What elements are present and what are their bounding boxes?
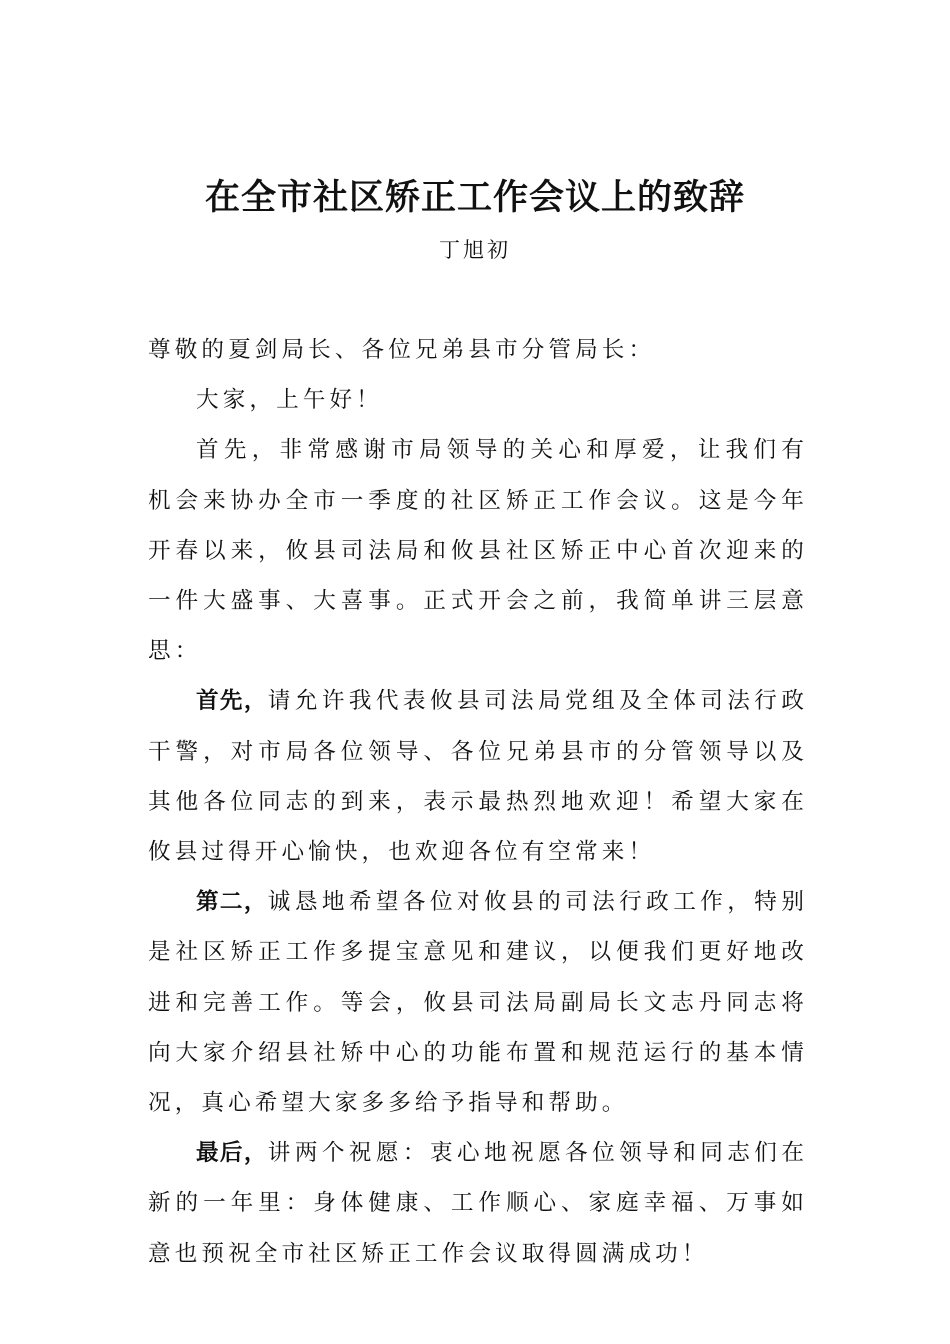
- point-paragraph-1: [148, 676, 808, 877]
- point-text-3: 讲两个祝愿：衷心地祝愿各位领导和同志们在新的一年里：身体健康、工作顺心、家庭幸福、万事如意也预祝全市社区矫正工作会议取得圆满成功！: [148, 1140, 809, 1267]
- point-paragraph-3: [148, 1128, 808, 1279]
- salutation: 尊敬的夏剑局长、各位兄弟县市分管局长：: [148, 337, 656, 363]
- intro-paragraph: 首先，非常感谢市局领导的关心和厚爱，让我们有机会来协办全市一季度的社区矫正工作会议。这是今年开春以来，攸县司法局和攸县社区矫正中心首次迎来的一件大盛事、大喜事。正式开会之前，我简单讲三层意思：: [148, 437, 808, 665]
- point-text-2: 诚恳地希望各位对攸县的司法行政工作，特别是社区矫正工作多提宝意见和建议，以便我们更好地改进和完善工作。等会，攸县司法局副局长文志丹同志将向大家介绍县社矫中心的功能布置和规范运行的基本情况，真心希望大家多多给予指导和帮助。: [148, 889, 809, 1117]
- point-text-1: 请允许我代表攸县司法局党组及全体司法行政干警，对市局各位领导、各位兄弟县市的分管领导以及其他各位同志的到来，表示最热烈地欢迎！希望大家在攸县过得开心愉快，也欢迎各位有空常来！: [148, 688, 809, 866]
- point-paragraph-2: [148, 877, 808, 1128]
- document-title: 在全市社区矫正工作会议上的致辞: [204, 178, 745, 218]
- point-lead-1: 首先，: [196, 688, 268, 715]
- point-lead-3: 最后，: [196, 1140, 268, 1167]
- point-lead-2: 第二，: [196, 889, 268, 916]
- document-body: [148, 325, 808, 1279]
- author-name: 丁旭初: [439, 238, 511, 262]
- greeting: 大家，上午好！: [196, 387, 383, 414]
